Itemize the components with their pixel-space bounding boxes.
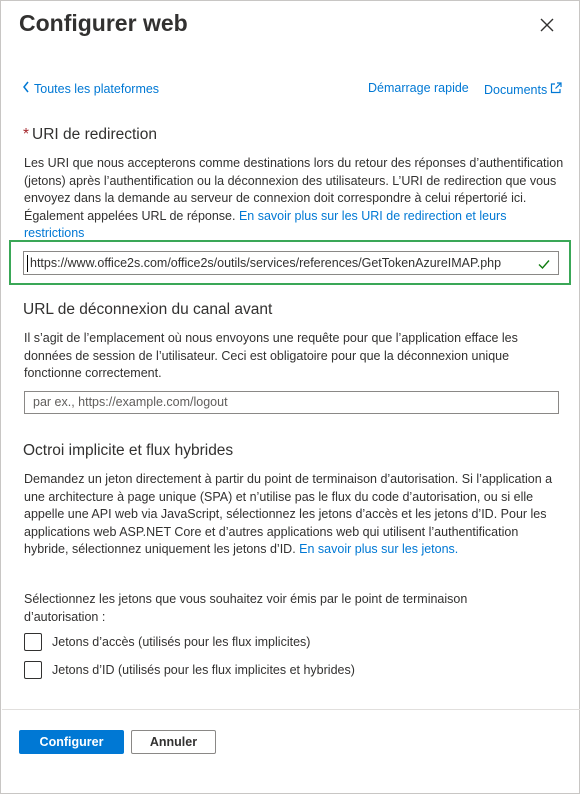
- cancel-button[interactable]: Annuler: [131, 730, 216, 754]
- redirect-learn-more-link[interactable]: En savoir plus sur les URI de redirection et leurs restrictions: [24, 208, 507, 240]
- back-link-label: Toutes les plateformes: [34, 81, 160, 96]
- footer-divider: [2, 709, 580, 710]
- id-tokens-checkbox[interactable]: [24, 661, 42, 679]
- redirect-uri-input[interactable]: [23, 251, 559, 275]
- logout-url-placeholder: par ex., https://example.com/logout: [33, 395, 228, 409]
- quickstart-link[interactable]: Démarrage rapide: [368, 81, 469, 95]
- redirect-uri-title: URI de redirection: [32, 126, 157, 143]
- logout-url-input[interactable]: [24, 391, 559, 414]
- required-mark: *: [23, 126, 30, 143]
- id-tokens-label: Jetons d’ID (utilisés pour les flux implicites et hybrides): [52, 663, 355, 677]
- redirect-uri-heading: [23, 126, 157, 144]
- back-to-platforms-link[interactable]: [22, 81, 159, 96]
- logout-url-title: URL de déconnexion du canal avant: [23, 301, 273, 318]
- redirect-uri-description: [24, 155, 564, 243]
- chevron-left-icon: [22, 81, 30, 96]
- implicit-desc-text: Demandez un jeton directement à partir du point de terminaison d’autorisation. Si l’application a une architecture à page unique (SPA) et n’utilise pas le flux du code d’autorisation, ou si elle appelle une API web via JavaScript, sélectionnez les jetons d’accès et les jetons d’ID. Pour les applications web ASP.NET Core et d’autres applications web qui utilisent l’authentification hybride, sélectionnez uniquement les jetons d’ID.: [24, 472, 553, 556]
- top-nav: [1, 81, 580, 99]
- access-tokens-label: Jetons d’accès (utilisés pour les flux implicites): [52, 635, 311, 649]
- panel-title: Configurer web: [19, 10, 188, 36]
- documents-link[interactable]: [484, 81, 563, 98]
- redirect-uri-value: https://www.office2s.com/office2s/outils/services/references/GetTokenAzureIMAP.php: [30, 256, 502, 270]
- implicit-grant-title: Octroi implicite et flux hybrides: [23, 442, 234, 459]
- access-tokens-checkbox[interactable]: [24, 633, 42, 651]
- implicit-learn-more-link[interactable]: En savoir plus sur les jetons.: [299, 542, 459, 556]
- logout-url-description: Il s’agit de l’emplacement où nous envoyons une requête pour que l’application efface les données de session de l’utilisateur. Ceci est obligatoire pour que la déconnexion unique fonctionne correctement.: [24, 331, 518, 380]
- id-tokens-option[interactable]: [24, 661, 355, 679]
- implicit-grant-description: [24, 471, 564, 559]
- redirect-desc-text: Les URI que nous accepterons comme destinations lors du retour des réponses d’authentification (jetons) après l’authentification ou la déconnexion des utilisateurs. L’URI de redirection que vous envoyez dans la demande au serveur de connexion doit correspondre à celui répertorié ici. Également appelées URL de réponse.: [24, 156, 564, 223]
- access-tokens-option[interactable]: [24, 633, 310, 651]
- documents-label: Documents: [484, 82, 548, 97]
- text-cursor: [27, 255, 28, 272]
- token-select-label: Sélectionnez les jetons que vous souhaitez voir émis par le point de terminaison d’autorisation :: [24, 592, 468, 624]
- external-link-icon: [549, 81, 563, 98]
- checkmark-icon: [537, 256, 551, 270]
- close-icon[interactable]: [537, 15, 557, 35]
- configure-button[interactable]: Configurer: [19, 730, 124, 754]
